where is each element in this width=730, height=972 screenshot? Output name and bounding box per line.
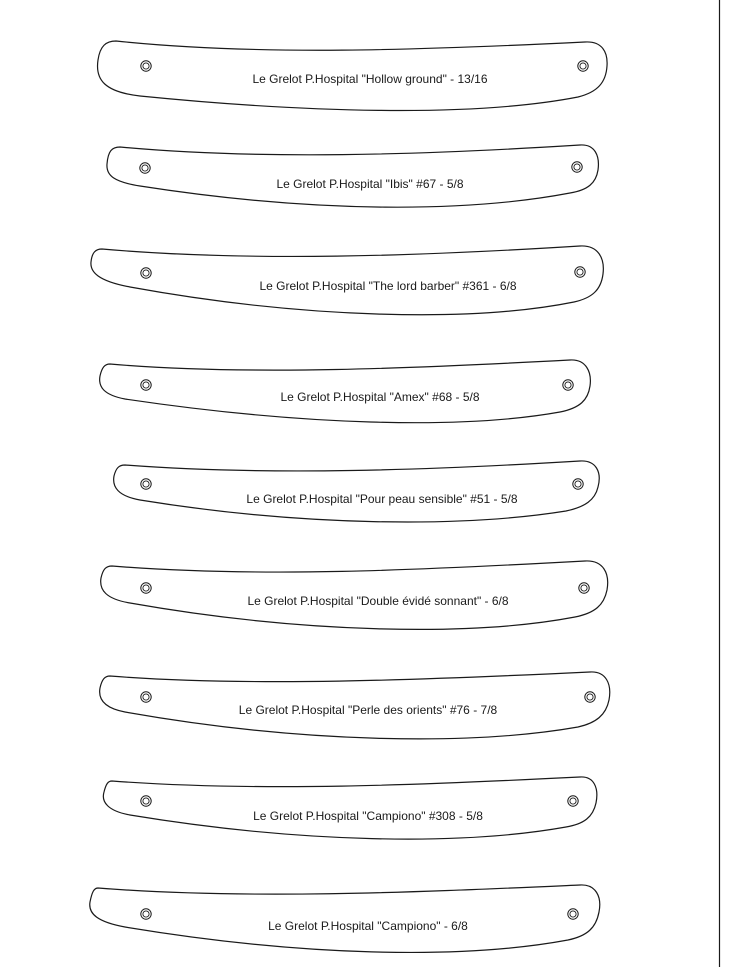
scale-template: [114, 461, 600, 522]
pivot-pin-left: [141, 909, 151, 919]
template-label: Le Grelot P.Hospital "Perle des orients" #76 - 7/8: [238, 703, 498, 717]
template-label: Le Grelot P.Hospital "The lord barber" #361 - 6/8: [259, 279, 517, 293]
pivot-pin-left: [141, 61, 151, 71]
scale-template: [101, 561, 608, 629]
template-label: Le Grelot P.Hospital "Ibis" #67 - 5/8: [276, 177, 464, 191]
pivot-pin-left: [141, 479, 151, 489]
pivot-pin-left: [141, 796, 151, 806]
template-label: Le Grelot P.Hospital "Double évidé sonnant" - 6/8: [247, 594, 509, 608]
pivot-pin-left: [141, 583, 151, 593]
pivot-pin-right: [579, 583, 589, 593]
template-label: Le Grelot P.Hospital "Campiono" - 6/8: [268, 919, 468, 933]
scale-template: [97, 41, 607, 110]
scale-template: [100, 672, 610, 739]
pivot-pin-left: [141, 268, 151, 278]
scale-outline: [103, 777, 596, 839]
pivot-pin-right: [575, 267, 585, 277]
scale-template: [103, 777, 596, 839]
pivot-pin-left: [141, 692, 151, 702]
template-label: Le Grelot P.Hospital "Amex" #68 - 5/8: [280, 390, 480, 404]
pivot-pin-right: [568, 909, 578, 919]
template-label: Le Grelot P.Hospital "Campiono" #308 - 5/8: [253, 809, 483, 823]
pivot-pin-right: [578, 61, 588, 71]
pivot-pin-left: [141, 380, 151, 390]
pivot-pin-right: [568, 796, 578, 806]
pivot-pin-right: [563, 380, 573, 390]
template-label: Le Grelot P.Hospital "Hollow ground" - 13/16: [252, 72, 488, 86]
pivot-pin-right: [585, 692, 595, 702]
pivot-pin-right: [572, 162, 582, 172]
scale-template: [100, 360, 591, 423]
template-label: Le Grelot P.Hospital "Pour peau sensible" #51 - 5/8: [246, 492, 518, 506]
scale-template: [90, 885, 600, 952]
pivot-pin-left: [140, 163, 150, 173]
scale-template: [107, 145, 598, 207]
scale-template: [91, 246, 603, 315]
pivot-pin-right: [573, 479, 583, 489]
